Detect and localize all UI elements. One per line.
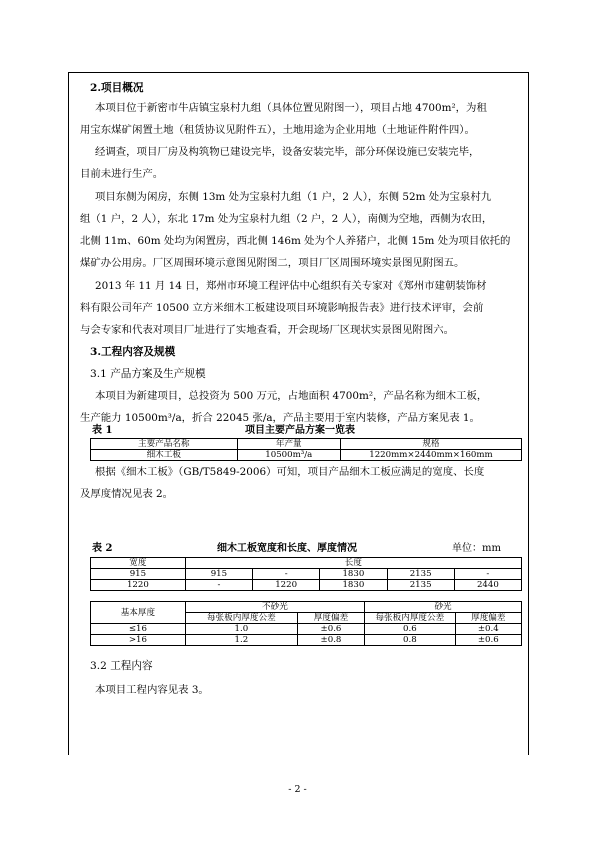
table-header-row — [91, 558, 522, 569]
table-header-cell: 基本厚度 — [91, 602, 186, 624]
paragraph-line: 用宝东煤矿闲置土地（租赁协议见附件五），土地用途为企业用地（土地证件附件四）。 — [80, 124, 475, 136]
paragraph-line: 本项目为新建项目，总投资为 500 万元，占地面积 4700m²，产品名称为细木工板， — [95, 390, 488, 402]
table-cell: 915 — [91, 569, 186, 580]
table-header-cell: 主要产品名称 — [91, 439, 238, 450]
paragraph-line: 目前未进行生产。 — [80, 168, 164, 180]
table-cell: 2440 — [454, 580, 521, 591]
paragraph-line: 根据《细木工板》（GB/T5849-2006）可知，项目产品细木工板应满足的宽度、长度 — [95, 466, 485, 478]
paragraph-line: 经调查，项目厂房及构筑物已建设完毕，设备安装完毕，部分环保设施已安装完毕， — [95, 146, 480, 158]
table-cell: 915 — [185, 569, 252, 580]
table-cell: 2135 — [387, 569, 454, 580]
subsection-heading: 3.2 工程内容 — [90, 660, 153, 672]
paragraph-line: 组（1 户，2 人），东北 17m 处为宝泉村九组（2 户，2 人），南侧为空地，西侧为农田， — [80, 213, 493, 225]
table-cell: 1830 — [320, 569, 387, 580]
subsection-heading: 3.1 产品方案及生产规模 — [90, 368, 206, 380]
paragraph-line: 本项目位于新密市牛店镇宝泉村九组（具体位置见附图一），项目占地 4700m²，为租 — [95, 102, 487, 114]
table1-title: 项目主要产品方案一览表 — [245, 425, 355, 436]
table-row — [91, 635, 522, 646]
table-header-cell: 年产量 — [237, 439, 340, 450]
table-cell: 1220 — [91, 580, 186, 591]
section-3-heading: 3.工程内容及规模 — [90, 346, 176, 358]
table-cell: ±0.8 — [297, 635, 364, 646]
table-header-cell: 厚度偏差 — [455, 613, 521, 624]
table-header-cell: 宽度 — [91, 558, 186, 569]
table1 — [90, 438, 522, 461]
table-header-cell: 规格 — [340, 439, 521, 450]
table2 — [90, 557, 522, 591]
table-cell: ±0.6 — [455, 635, 521, 646]
table-cell: - — [454, 569, 521, 580]
table-header-cell: 砂光 — [365, 602, 522, 613]
table-row — [91, 580, 522, 591]
table-cell: 细木工板 — [91, 450, 238, 461]
table-cell: ±0.6 — [297, 624, 364, 635]
table-header-row — [91, 439, 522, 450]
paragraph-line: 煤矿办公用房。厂区周围环境示意图见附图二，项目厂区周围环境实景图见附图五。 — [80, 257, 465, 269]
table-cell: ±0.4 — [455, 624, 521, 635]
table-row — [91, 569, 522, 580]
table-header-row — [91, 602, 522, 613]
table-cell: 1220 — [253, 580, 320, 591]
table-cell: 0.6 — [365, 624, 456, 635]
paragraph-line: 项目东侧为闲房，东侧 13m 处为宝泉村九组（1 户，2 人），东侧 52m 处为宝泉村九 — [95, 191, 492, 203]
table-cell: 2135 — [387, 580, 454, 591]
paragraph-line: 料有限公司年产 10500 立方米细木工板建设项目环境影响报告表》进行技术评审，会前 — [80, 302, 484, 314]
page-number: - 2 - — [288, 784, 307, 795]
paragraph-line: 与会专家和代表对项目厂址进行了实地查看，开会现场厂区现状实景图见附图六。 — [80, 324, 455, 336]
paragraph-line: 生产能力 10500m³/a，折合 22045 张/a，产品主要用于室内装修，产品方案见表 1。 — [80, 412, 480, 424]
paragraph-line: 北侧 11m、60m 处均为闲置房，西北侧 146m 处为个人养猪户，北侧 15m 处为项目依托的 — [80, 235, 511, 247]
table-cell: 1.0 — [185, 624, 297, 635]
table-header-cell: 长度 — [185, 558, 521, 569]
table1-label: 表 1 — [92, 425, 113, 436]
table-header-cell: 厚度偏差 — [297, 613, 364, 624]
table-cell: ≤16 — [91, 624, 186, 635]
table-cell: - — [253, 569, 320, 580]
section-2-heading: 2.项目概况 — [90, 82, 144, 94]
table-header-cell: 每张板内厚度公差 — [185, 613, 297, 624]
table-cell: >16 — [91, 635, 186, 646]
table-cell: 10500m³/a — [237, 450, 340, 461]
table-cell: 1830 — [320, 580, 387, 591]
paragraph-line: 2013 年 11 月 14 日，郑州市环境工程评估中心组织有关专家对《郑州市建朝装饰材 — [95, 280, 487, 292]
table-row — [91, 450, 522, 461]
table-cell: 1.2 — [185, 635, 297, 646]
table-cell: 0.8 — [365, 635, 456, 646]
table2-unit: 单位：mm — [452, 543, 501, 554]
table-header-cell: 不砂光 — [185, 602, 364, 613]
table-cell: - — [185, 580, 252, 591]
table-row — [91, 624, 522, 635]
table-cell: 1220mm×2440mm×160mm — [340, 450, 521, 461]
paragraph-line: 本项目工程内容见表 3。 — [95, 684, 209, 696]
paragraph-line: 及厚度情况见表 2。 — [80, 488, 174, 500]
table2-label: 表 2 — [92, 543, 113, 554]
table-header-cell: 每张板内厚度公差 — [365, 613, 456, 624]
table2-title: 细木工板宽度和长度、厚度情况 — [217, 543, 357, 554]
table2-thickness — [90, 601, 522, 646]
